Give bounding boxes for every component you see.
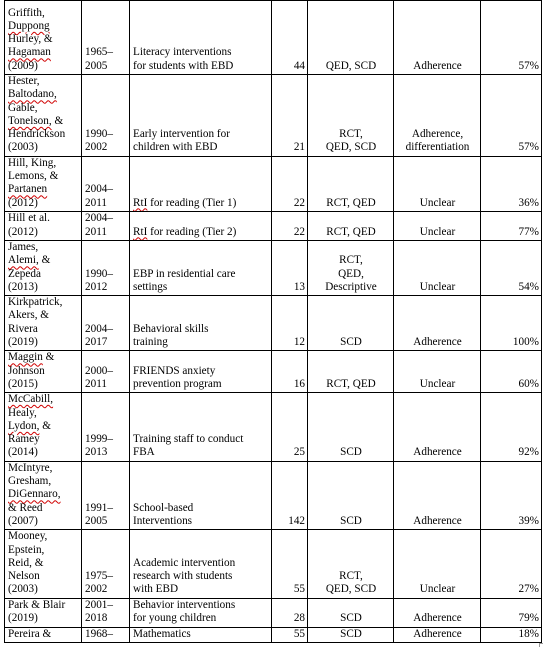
table-row xyxy=(5,1,542,75)
design-cell xyxy=(308,240,394,295)
n-cell: 44 xyxy=(272,1,308,75)
authors-line: Epstein, xyxy=(8,543,45,556)
page-corner-mark xyxy=(539,643,543,647)
fidelity-line: Adherence xyxy=(413,336,462,349)
authors-line: (2014) xyxy=(8,446,38,459)
fidelity-cell xyxy=(394,598,481,627)
focus-line: RtI for reading (Tier 2) xyxy=(133,225,237,238)
spellcheck-flag: Tonelson, xyxy=(8,114,52,127)
authors-line: Zepeda xyxy=(8,267,41,280)
design-line: RCT, xyxy=(339,254,363,267)
focus-cell xyxy=(130,156,272,211)
authors-line: Hurley, & xyxy=(8,33,53,46)
authors-line: (2007) xyxy=(8,514,38,527)
design-cell xyxy=(308,598,394,627)
spellcheck-flag: Alemi, xyxy=(8,254,39,267)
years-line: 2005 xyxy=(85,59,108,72)
fidelity-cell xyxy=(394,530,481,598)
focus-line: Behavior interventions xyxy=(133,599,236,612)
authors-line: (2012) xyxy=(8,196,38,209)
focus-line: Behavioral skills xyxy=(133,322,209,335)
design-cell xyxy=(308,627,394,642)
authors-cell xyxy=(5,598,82,627)
authors-line: (2015) xyxy=(8,377,38,390)
fidelity-line: Adherence xyxy=(413,446,462,459)
authors-cell xyxy=(5,393,82,461)
fidelity-line: Unclear xyxy=(419,583,456,596)
spellcheck-flag: Duppong xyxy=(8,19,50,32)
authors-line: (2009) xyxy=(8,59,38,72)
years-line: 1968– xyxy=(85,627,113,640)
years-line: 2000– xyxy=(85,364,113,377)
years-cell xyxy=(82,156,130,211)
authors-line xyxy=(8,20,79,33)
years-line: 2004– xyxy=(85,322,113,335)
fidelity-cell xyxy=(394,211,481,240)
years-line: 2017 xyxy=(85,336,108,349)
focus-line: FBA xyxy=(133,446,155,459)
pct-cell: 92% xyxy=(481,393,542,461)
fidelity-line: Adherence xyxy=(413,612,462,625)
authors-line: Kirkpatrick, xyxy=(8,296,63,309)
design-line: RCT, xyxy=(339,128,363,141)
years-line: 2004– xyxy=(85,183,113,196)
pct-cell: 39% xyxy=(481,461,542,529)
authors-cell xyxy=(5,296,82,351)
fidelity-line: Adherence xyxy=(413,627,462,640)
authors-line: (2019) xyxy=(8,336,38,349)
studies-table xyxy=(4,0,542,643)
n-cell: 13 xyxy=(272,240,308,295)
authors-line: (2012) xyxy=(8,225,38,238)
authors-cell xyxy=(5,351,82,393)
years-line: 2018 xyxy=(85,612,108,625)
years-cell xyxy=(82,530,130,598)
authors-line: Hill et al. xyxy=(8,212,50,225)
years-cell xyxy=(82,296,130,351)
authors-line: Alemi, & xyxy=(8,254,51,267)
authors-line: Mooney, xyxy=(8,530,48,543)
fidelity-cell xyxy=(394,461,481,529)
focus-line: Academic intervention xyxy=(133,556,236,569)
authors-line: Akers, & xyxy=(8,309,50,322)
focus-line: settings xyxy=(133,280,168,293)
spellcheck-flag: RtI xyxy=(133,225,148,238)
design-line: RCT, xyxy=(339,570,363,583)
authors-line: Rivera xyxy=(8,322,38,335)
fidelity-cell xyxy=(394,627,481,642)
fidelity-cell xyxy=(394,351,481,393)
n-cell: 55 xyxy=(272,530,308,598)
focus-line: Training staff to conduct xyxy=(133,433,244,446)
years-cell xyxy=(82,240,130,295)
focus-cell xyxy=(130,240,272,295)
design-cell xyxy=(308,296,394,351)
years-line: 2002 xyxy=(85,141,108,154)
years-line: 1991– xyxy=(85,501,113,514)
authors-line: Tonelson, & xyxy=(8,114,64,127)
table-body xyxy=(5,1,542,643)
table-row xyxy=(5,156,542,211)
pct-cell: 77% xyxy=(481,211,542,240)
fidelity-line: Adherence, xyxy=(411,128,464,141)
focus-cell xyxy=(130,75,272,157)
table-row xyxy=(5,598,542,627)
years-line: 1990– xyxy=(85,267,113,280)
authors-line: Maggin & xyxy=(8,351,55,364)
pct-cell: 36% xyxy=(481,156,542,211)
authors-line xyxy=(8,393,79,406)
design-cell xyxy=(308,156,394,211)
table-row xyxy=(5,530,542,598)
table-row xyxy=(5,351,542,393)
n-cell: 22 xyxy=(272,211,308,240)
authors-line: & Reed xyxy=(8,501,43,514)
pct-cell: 18% xyxy=(481,627,542,642)
design-cell xyxy=(308,393,394,461)
authors-line: (2003) xyxy=(8,583,38,596)
years-line: 2012 xyxy=(85,280,108,293)
years-line: 2013 xyxy=(85,446,108,459)
authors-cell xyxy=(5,211,82,240)
design-line: QED, SCD xyxy=(325,141,377,154)
years-line: 2004– xyxy=(85,212,113,225)
authors-cell xyxy=(5,240,82,295)
focus-line: FRIENDS anxiety xyxy=(133,364,216,377)
table-row xyxy=(5,461,542,529)
design-line: QED, SCD xyxy=(325,583,377,596)
authors-cell xyxy=(5,627,82,642)
years-line: 2011 xyxy=(85,196,107,209)
pct-cell: 100% xyxy=(481,296,542,351)
years-cell xyxy=(82,1,130,75)
authors-line: Nelson xyxy=(8,570,40,583)
authors-line: Gresham, xyxy=(8,475,52,488)
pct-cell: 54% xyxy=(481,240,542,295)
authors-line: Pereira & xyxy=(8,627,52,640)
focus-line: children with EBD xyxy=(133,141,218,154)
design-cell xyxy=(308,530,394,598)
authors-line: Hill, King, xyxy=(8,156,57,169)
authors-cell xyxy=(5,530,82,598)
focus-cell xyxy=(130,351,272,393)
fidelity-cell xyxy=(394,240,481,295)
fidelity-line: Unclear xyxy=(419,280,456,293)
years-line: 2002 xyxy=(85,583,108,596)
focus-line: Early intervention for xyxy=(133,128,230,141)
years-line: 1999– xyxy=(85,433,113,446)
pct-cell: 57% xyxy=(481,1,542,75)
focus-cell xyxy=(130,1,272,75)
n-cell: 16 xyxy=(272,351,308,393)
authors-line: Ramey xyxy=(8,433,40,446)
focus-line: Interventions xyxy=(133,514,193,527)
fidelity-cell xyxy=(394,75,481,157)
fidelity-line: Unclear xyxy=(419,225,456,238)
authors-line: Johnson xyxy=(8,364,45,377)
authors-line: Lemons, & xyxy=(8,170,59,183)
focus-cell xyxy=(130,530,272,598)
years-cell xyxy=(82,211,130,240)
authors-cell xyxy=(5,1,82,75)
years-line: 2005 xyxy=(85,514,108,527)
design-line: RCT, QED xyxy=(326,377,376,390)
fidelity-line: differentiation xyxy=(405,141,470,154)
design-line: SCD xyxy=(340,627,362,640)
years-line: 1965– xyxy=(85,46,113,59)
fidelity-cell xyxy=(394,1,481,75)
focus-cell xyxy=(130,296,272,351)
authors-line xyxy=(8,488,79,501)
design-line: Descriptive xyxy=(325,280,377,293)
n-cell: 25 xyxy=(272,393,308,461)
focus-line: training xyxy=(133,336,168,349)
pct-cell: 27% xyxy=(481,530,542,598)
years-cell xyxy=(82,627,130,642)
design-line: QED, SCD xyxy=(325,59,377,72)
authors-line: (2013) xyxy=(8,280,38,293)
years-cell xyxy=(82,351,130,393)
authors-line: Hendrickson xyxy=(8,128,66,141)
years-line: 1990– xyxy=(85,128,113,141)
authors-line: Griffith, xyxy=(8,6,45,19)
authors-line xyxy=(8,88,79,101)
design-line: SCD xyxy=(340,514,362,527)
spellcheck-flag: DiGennaro, xyxy=(8,488,61,501)
table-row xyxy=(5,211,542,240)
pct-cell: 79% xyxy=(481,598,542,627)
authors-line: Park & Blair xyxy=(8,599,66,612)
focus-line: Literacy interventions xyxy=(133,46,232,59)
design-line: SCD xyxy=(340,612,362,625)
n-cell: 22 xyxy=(272,156,308,211)
n-cell: 142 xyxy=(272,461,308,529)
fidelity-cell xyxy=(394,393,481,461)
focus-line: for students with EBD xyxy=(133,59,234,72)
spellcheck-flag: Partanen xyxy=(8,183,48,196)
years-cell xyxy=(82,75,130,157)
years-cell xyxy=(82,461,130,529)
fidelity-line: Unclear xyxy=(419,377,456,390)
authors-line: McIntyre, xyxy=(8,461,53,474)
years-line: 2001– xyxy=(85,599,113,612)
focus-line: research with students xyxy=(133,570,233,583)
authors-line xyxy=(8,46,79,59)
table-row xyxy=(5,75,542,157)
pct-cell: 60% xyxy=(481,351,542,393)
design-cell xyxy=(308,211,394,240)
table-row xyxy=(5,240,542,295)
spellcheck-flag: Maggin xyxy=(8,351,43,364)
spellcheck-flag: McCabill, xyxy=(8,393,54,406)
pct-cell: 57% xyxy=(481,75,542,157)
focus-line: RtI for reading (Tier 1) xyxy=(133,196,237,209)
focus-line: Mathematics xyxy=(133,627,191,640)
fidelity-cell xyxy=(394,156,481,211)
years-line: 2011 xyxy=(85,377,107,390)
focus-line: prevention program xyxy=(133,377,222,390)
n-cell: 55 xyxy=(272,627,308,642)
focus-cell xyxy=(130,627,272,642)
focus-line: School-based xyxy=(133,501,194,514)
spellcheck-flag: RtI xyxy=(133,196,148,209)
focus-line: for young children xyxy=(133,612,217,625)
focus-line: with EBD xyxy=(133,583,179,596)
authors-line: James, xyxy=(8,240,39,253)
authors-line: (2019) xyxy=(8,612,38,625)
authors-line: Healy, xyxy=(8,406,37,419)
focus-cell xyxy=(130,598,272,627)
design-line: SCD xyxy=(340,336,362,349)
design-cell xyxy=(308,461,394,529)
authors-line: Lydon, & xyxy=(8,419,51,432)
focus-cell xyxy=(130,211,272,240)
n-cell: 12 xyxy=(272,296,308,351)
design-cell xyxy=(308,1,394,75)
authors-line: Hester, xyxy=(8,75,40,87)
spellcheck-flag: Baltodano, xyxy=(8,88,57,101)
table-row xyxy=(5,627,542,642)
design-line: RCT, QED xyxy=(326,225,376,238)
authors-cell xyxy=(5,75,82,157)
authors-line: Reid, & xyxy=(8,556,44,569)
focus-cell xyxy=(130,393,272,461)
focus-cell xyxy=(130,461,272,529)
authors-cell xyxy=(5,156,82,211)
table-row xyxy=(5,393,542,461)
design-line: QED, xyxy=(338,267,364,280)
design-line: SCD xyxy=(340,446,362,459)
fidelity-line: Unclear xyxy=(419,196,456,209)
years-cell xyxy=(82,393,130,461)
design-line: RCT, QED xyxy=(326,196,376,209)
spellcheck-flag: Lydon, xyxy=(8,419,40,432)
n-cell: 28 xyxy=(272,598,308,627)
fidelity-line: Adherence xyxy=(413,59,462,72)
authors-line xyxy=(8,183,79,196)
n-cell: 21 xyxy=(272,75,308,157)
focus-line: EBP in residential care xyxy=(133,267,236,280)
spellcheck-flag: Hagaman xyxy=(8,46,51,59)
years-line: 1975– xyxy=(85,570,113,583)
authors-cell xyxy=(5,461,82,529)
design-cell xyxy=(308,351,394,393)
table-row xyxy=(5,296,542,351)
design-cell xyxy=(308,75,394,157)
authors-line: Gable, xyxy=(8,101,38,114)
fidelity-cell xyxy=(394,296,481,351)
fidelity-line: Adherence xyxy=(413,514,462,527)
years-cell xyxy=(82,598,130,627)
authors-line: (2003) xyxy=(8,141,38,154)
years-line: 2011 xyxy=(85,225,107,238)
